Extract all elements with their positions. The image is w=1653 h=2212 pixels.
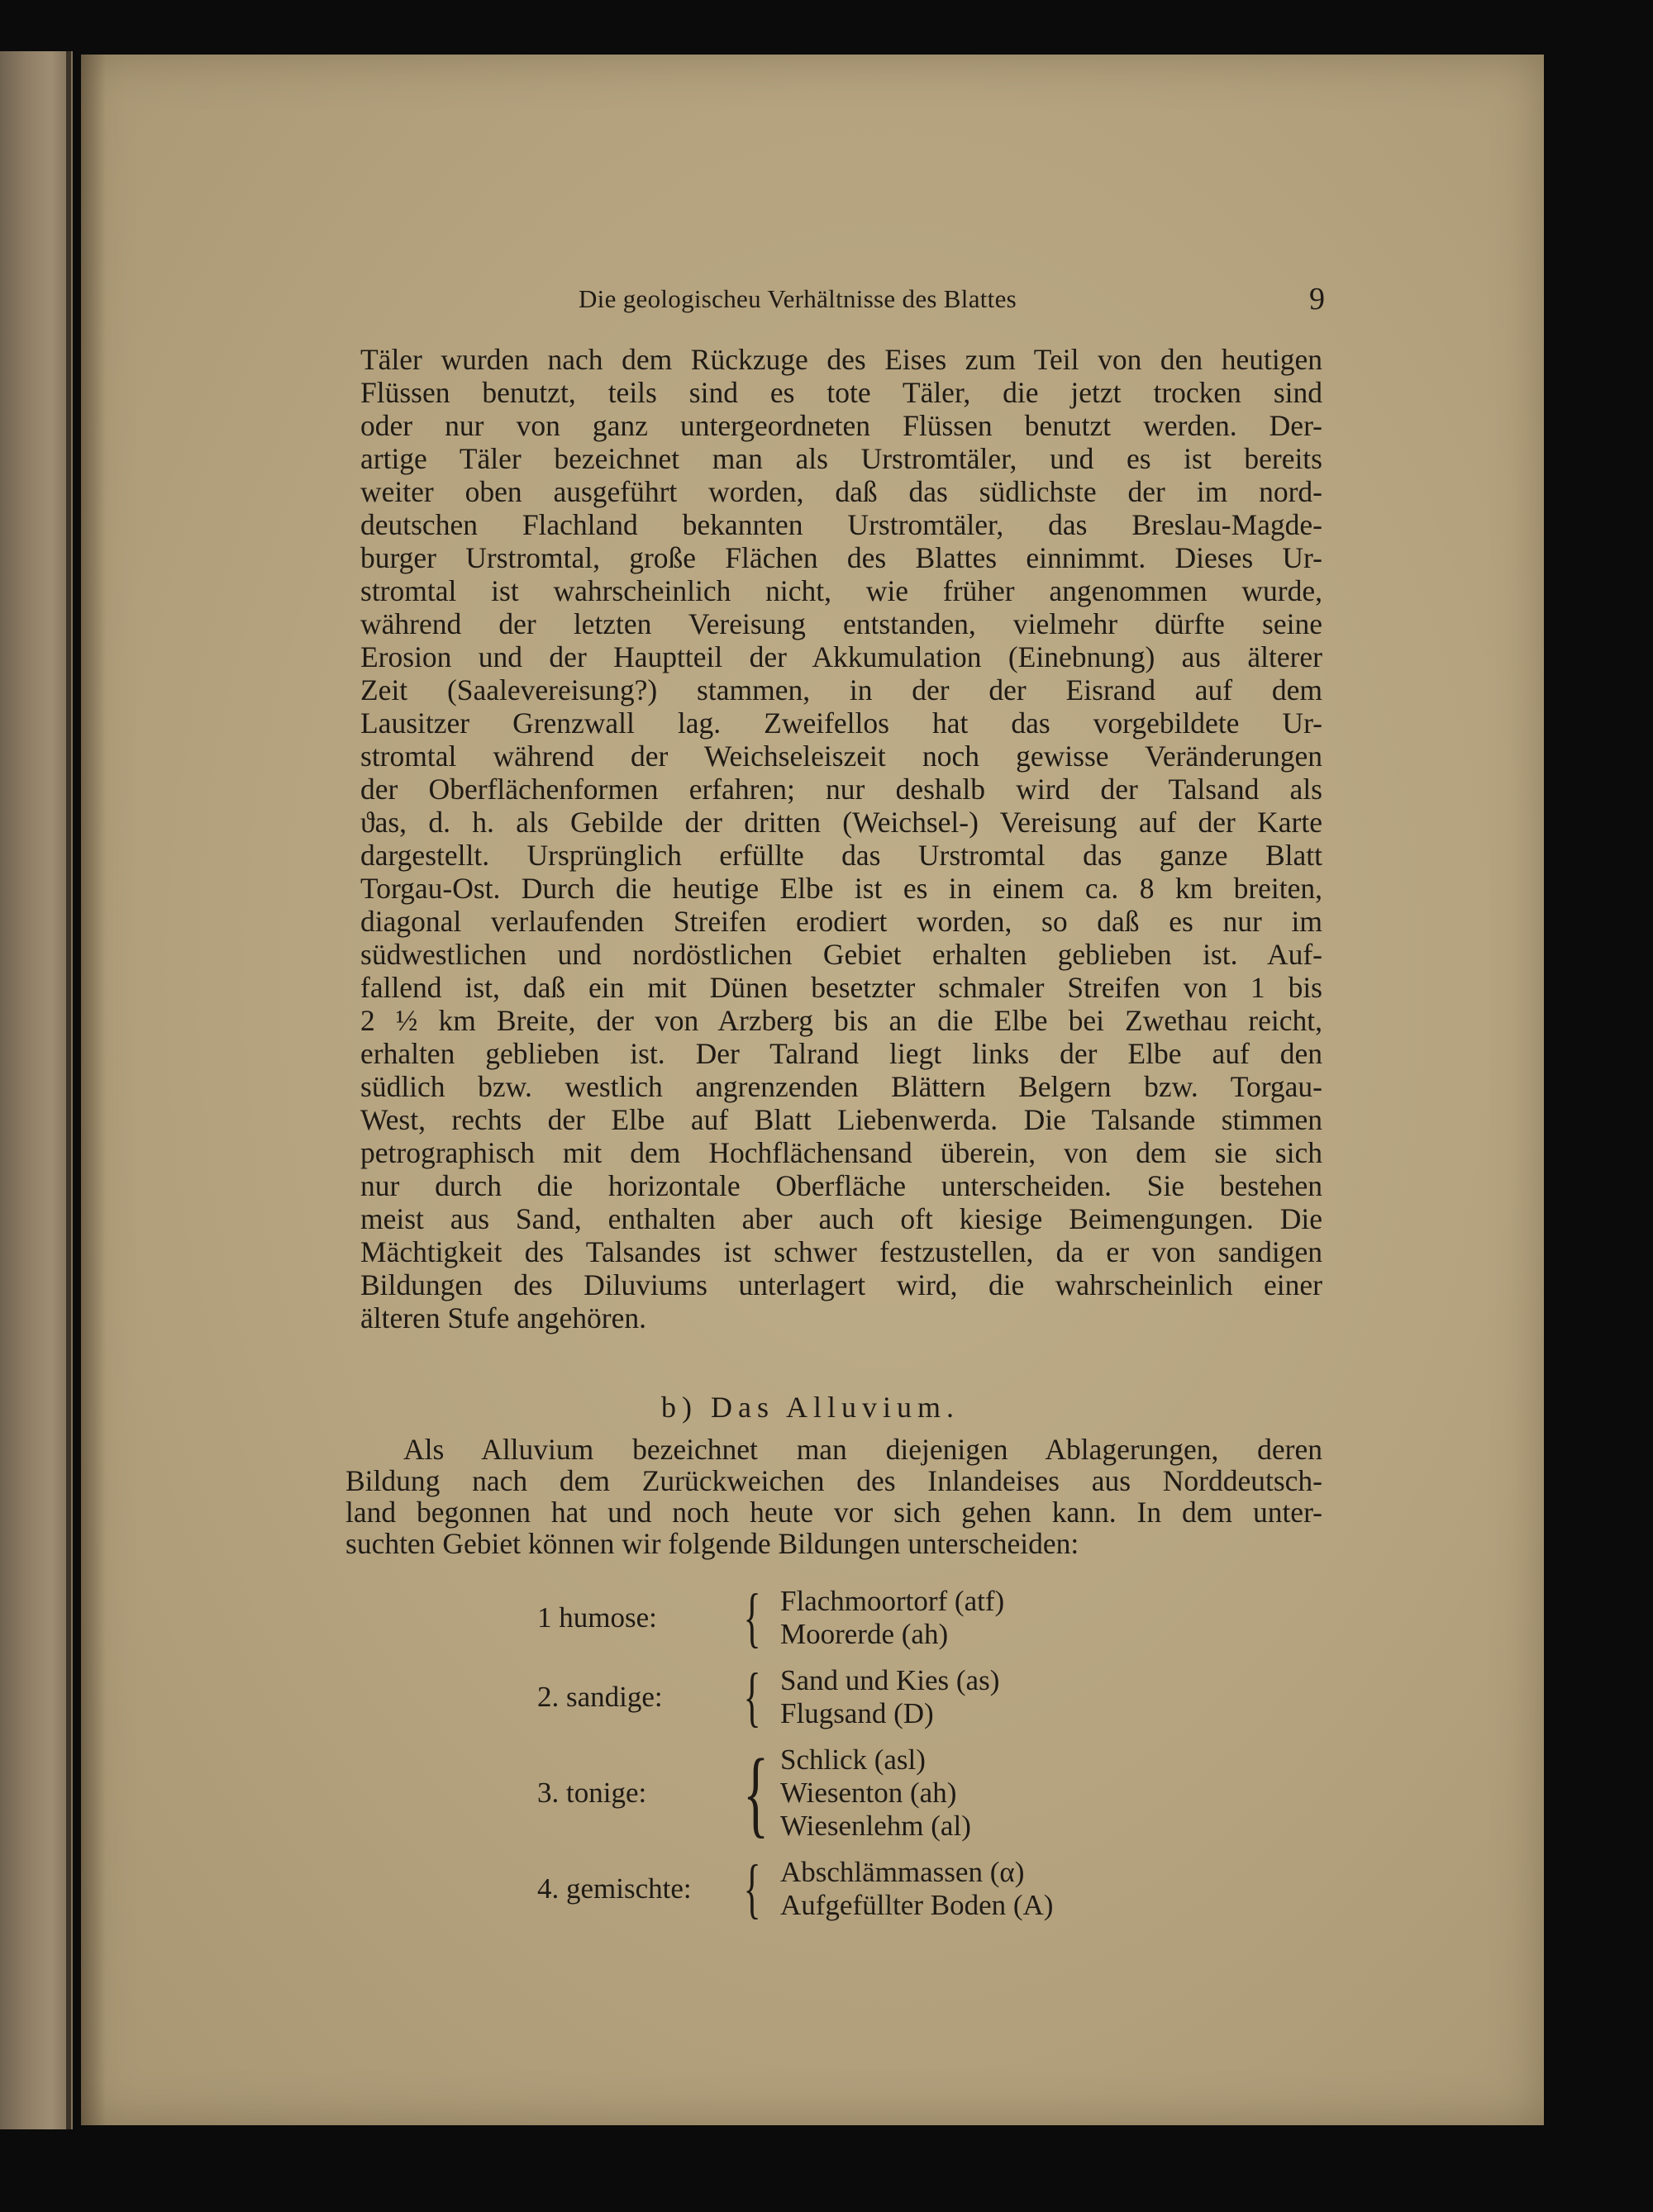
text-line: südlich bzw. westlich angrenzenden Blättern Belgern bzw. Torgau- <box>360 1070 1322 1103</box>
formation-group-label: 1 humose: <box>537 1601 657 1634</box>
paragraph-urstromtal <box>360 343 1322 1334</box>
text-line: burger Urstromtal, große Flächen des Blattes einnimmt. Dieses Ur- <box>360 541 1322 574</box>
text-line: suchten Gebiet können wir folgende Bildungen unterscheiden: <box>345 1527 1079 1560</box>
text-line: Lausitzer Grenzwall lag. Zweifellos hat das vorgebildete Ur- <box>360 706 1322 740</box>
formation-item: Moorerde (ah) <box>780 1618 949 1650</box>
formation-item: Wiesenlehm (al) <box>780 1810 971 1842</box>
text-line: nur durch die horizontale Oberfläche unterscheiden. Sie bestehen <box>360 1169 1322 1202</box>
curly-brace-icon: { <box>743 1582 761 1654</box>
previous-page-edge <box>0 51 73 2129</box>
formation-group-label: 2. sandige: <box>537 1681 663 1713</box>
page-number: 9 <box>1309 282 1325 316</box>
text-line: Als Alluvium bezeichnet man diejenigen Ablagerungen, deren <box>403 1433 1322 1466</box>
running-header: Die geologischeu Verhältnisse des Blattes <box>579 284 1017 313</box>
text-line: erhalten geblieben ist. Der Talrand liegt links der Elbe auf den <box>360 1037 1322 1070</box>
text-line: Erosion und der Hauptteil der Akkumulation (Einebnung) aus älterer <box>360 640 1322 673</box>
text-line: Bildungen des Diluviums unterlagert wird, die wahrscheinlich einer <box>360 1268 1322 1301</box>
formation-item: Sand und Kies (as) <box>780 1664 1000 1696</box>
text-line: Mächtigkeit des Talsandes ist schwer festzustellen, da er von sandigen <box>360 1235 1322 1268</box>
formation-items <box>780 1856 1053 1922</box>
text-line: petrographisch mit dem Hochflächensand überein, von dem sie sich <box>360 1136 1322 1169</box>
text-line: stromtal während der Weichseleiszeit noch gewisse Veränderungen <box>360 740 1322 773</box>
text-line: der Oberflächenformen erfahren; nur deshalb wird der Talsand als <box>360 773 1322 806</box>
text-line: während der letzten Vereisung entstanden, vielmehr dürfte seine <box>360 607 1322 640</box>
text-line: Täler wurden nach dem Rückzuge des Eises zum Teil von den heutigen <box>360 343 1322 376</box>
text-line: Flüssen benutzt, teils sind es tote Täler, die jetzt trocken sind <box>360 376 1322 409</box>
text-line: südwestlichen und nordöstlichen Gebiet erhalten geblieben ist. Auf- <box>360 938 1322 971</box>
text-line: Bildung nach dem Zurückweichen des Inlandeises aus Norddeutsch- <box>345 1464 1322 1497</box>
text-line: fallend ist, daß ein mit Dünen besetzter schmaler Streifen von 1 bis <box>360 971 1322 1004</box>
formation-group <box>537 1661 1198 1734</box>
formation-group-label: 3. tonige: <box>537 1777 647 1809</box>
text-line: oder nur von ganz untergeordneten Flüssen benutzt werden. Der- <box>360 409 1322 442</box>
section-heading-alluvium: b) Das Alluvium. <box>661 1391 960 1424</box>
formation-items <box>780 1664 999 1730</box>
text-line: meist aus Sand, enthalten aber auch oft kiesige Beimengungen. Die <box>360 1202 1322 1235</box>
curly-brace-icon: { <box>743 1661 761 1734</box>
formation-items <box>780 1743 971 1843</box>
text-line: Zeit (Saalevereisung?) stammen, in der der Eisrand auf dem <box>360 673 1322 706</box>
formation-item: Wiesenton (ah) <box>780 1777 957 1809</box>
text-line: dargestellt. Ursprünglich erfüllte das Urstromtal das ganze Blatt <box>360 839 1322 872</box>
text-line: West, rechts der Elbe auf Blatt Liebenwerda. Die Talsande stimmen <box>360 1103 1322 1136</box>
formation-group <box>537 1739 1198 1847</box>
formation-classification-list <box>537 1582 1198 1935</box>
formation-items <box>780 1585 1004 1651</box>
text-line: land begonnen hat und noch heute vor sich gehen kann. In dem unter- <box>345 1496 1322 1529</box>
formation-item: Abschlämmassen (α) <box>780 1856 1025 1888</box>
text-line: stromtal ist wahrscheinlich nicht, wie früher angenommen wurde, <box>360 574 1322 607</box>
text-line: ϑas, d. h. als Gebilde der dritten (Weichsel-) Vereisung auf der Karte <box>360 806 1322 839</box>
binding-gutter <box>66 51 71 2129</box>
curly-brace-icon: { <box>743 1739 769 1847</box>
formation-item: Aufgefüllter Boden (A) <box>780 1889 1054 1921</box>
formation-item: Flachmoortorf (atf) <box>780 1585 1005 1617</box>
text-line: diagonal verlaufenden Streifen erodiert worden, so daß es nur im <box>360 905 1322 938</box>
formation-item: Schlick (asl) <box>780 1743 926 1776</box>
formation-group <box>537 1582 1198 1654</box>
text-line: deutschen Flachland bekannten Urstromtäler, das Breslau-Magde- <box>360 508 1322 541</box>
paragraph-alluvium <box>345 1434 1322 1559</box>
text-line: weiter oben ausgeführt worden, daß das südlichste der im nord- <box>360 475 1322 508</box>
formation-item: Flugsand (D) <box>780 1697 934 1729</box>
page-shadow <box>81 55 106 2125</box>
text-line: artige Täler bezeichnet man als Urstromtäler, und es ist bereits <box>360 442 1322 475</box>
formation-group-label: 4. gemischte: <box>537 1872 692 1905</box>
text-line: 2 ½ km Breite, der von Arzberg bis an die Elbe bei Zwethau reicht, <box>360 1004 1322 1037</box>
curly-brace-icon: { <box>743 1853 761 1925</box>
text-line: älteren Stufe angehören. <box>360 1301 646 1334</box>
formation-group <box>537 1853 1198 1925</box>
text-line: Torgau-Ost. Durch die heutige Elbe ist es in einem ca. 8 km breiten, <box>360 872 1322 905</box>
